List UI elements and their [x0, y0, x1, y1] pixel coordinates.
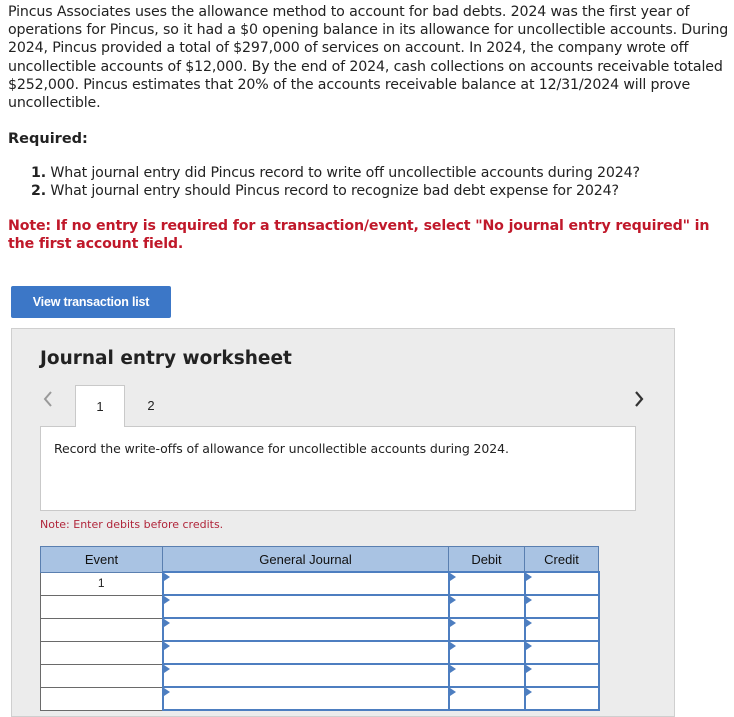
- next-entry-chevron-right-icon[interactable]: [631, 388, 647, 410]
- account-select[interactable]: [163, 687, 449, 710]
- credit-input[interactable]: [525, 595, 599, 618]
- input-marker-icon: [450, 596, 456, 604]
- header-general-journal: General Journal: [163, 547, 449, 573]
- input-marker-icon: [526, 665, 532, 673]
- dropdown-marker-icon: [164, 665, 170, 673]
- input-marker-icon: [450, 573, 456, 581]
- account-select[interactable]: [163, 664, 449, 687]
- entry-description-box: [40, 426, 636, 511]
- credit-input[interactable]: [525, 664, 599, 687]
- input-marker-icon: [450, 665, 456, 673]
- header-debit: Debit: [449, 547, 525, 573]
- dropdown-marker-icon: [164, 573, 170, 581]
- no-entry-note: Note: If no entry is required for a transaction/event, select "No journal entry required" in the first account field.: [8, 218, 710, 252]
- credit-input[interactable]: [525, 618, 599, 641]
- required-heading: Required:: [8, 131, 88, 147]
- dropdown-marker-icon: [164, 619, 170, 627]
- event-cell: [41, 687, 163, 710]
- credit-input[interactable]: [525, 641, 599, 664]
- question-1-text: What journal entry did Pincus record to write off uncollectible accounts during 2024?: [50, 165, 640, 181]
- dropdown-marker-icon: [164, 596, 170, 604]
- input-marker-icon: [526, 688, 532, 696]
- account-select[interactable]: [163, 572, 449, 595]
- input-marker-icon: [526, 573, 532, 581]
- debit-input[interactable]: [449, 618, 525, 641]
- table-row: [41, 618, 599, 641]
- debit-input[interactable]: [449, 687, 525, 710]
- journal-table: [40, 546, 600, 711]
- problem-statement: Pincus Associates uses the allowance method to account for bad debts. 2024 was the first year of operations for Pincus, so it had a $0 opening balance in its allowance for uncollectible accounts. During 2024, Pincus provided a total of $297,000 of services on account. In 2024, the company wrote off uncollectible accounts of $12,000. By the end of 2024, cash collections on accounts receivable totaled $252,000. Pincus estimates that 20% of the accounts receivable balance at 12/31/2024 will prove uncollectible.: [8, 4, 729, 112]
- event-cell: [41, 618, 163, 641]
- journal-header-row: [41, 547, 599, 573]
- worksheet-title: Journal entry worksheet: [40, 348, 292, 369]
- account-select[interactable]: [163, 595, 449, 618]
- question-1-number: 1.: [31, 165, 46, 181]
- table-row: [41, 641, 599, 664]
- view-transaction-list-button[interactable]: View transaction list: [11, 286, 171, 318]
- credit-input[interactable]: [525, 572, 599, 595]
- question-2: [31, 182, 640, 200]
- event-cell: [41, 595, 163, 618]
- event-cell: 1: [41, 572, 163, 595]
- event-cell: [41, 664, 163, 687]
- input-marker-icon: [450, 642, 456, 650]
- debit-input[interactable]: [449, 572, 525, 595]
- dropdown-marker-icon: [164, 642, 170, 650]
- entry-description: Record the write-offs of allowance for uncollectible accounts during 2024.: [54, 441, 509, 456]
- previous-entry-chevron-left-icon[interactable]: [40, 388, 56, 410]
- required-questions: [31, 164, 640, 200]
- debits-before-credits-note: Note: Enter debits before credits.: [40, 518, 224, 531]
- account-select[interactable]: [163, 618, 449, 641]
- debit-input[interactable]: [449, 641, 525, 664]
- header-event: Event: [41, 547, 163, 573]
- input-marker-icon: [526, 596, 532, 604]
- debit-input[interactable]: [449, 664, 525, 687]
- journal-entry-worksheet: [11, 328, 675, 717]
- tab-entry-2[interactable]: 2: [147, 397, 155, 413]
- input-marker-icon: [526, 619, 532, 627]
- question-2-text: What journal entry should Pincus record to recognize bad debt expense for 2024?: [50, 183, 619, 199]
- tab-entry-1[interactable]: 1: [75, 385, 125, 427]
- table-row: [41, 664, 599, 687]
- dropdown-marker-icon: [164, 688, 170, 696]
- debit-input[interactable]: [449, 595, 525, 618]
- table-row: [41, 595, 599, 618]
- question-1: [31, 164, 640, 182]
- input-marker-icon: [450, 619, 456, 627]
- event-cell: [41, 641, 163, 664]
- header-credit: Credit: [525, 547, 599, 573]
- input-marker-icon: [526, 642, 532, 650]
- input-marker-icon: [450, 688, 456, 696]
- question-2-number: 2.: [31, 183, 46, 199]
- account-select[interactable]: [163, 641, 449, 664]
- table-row: [41, 687, 599, 710]
- table-row: [41, 572, 599, 595]
- credit-input[interactable]: [525, 687, 599, 710]
